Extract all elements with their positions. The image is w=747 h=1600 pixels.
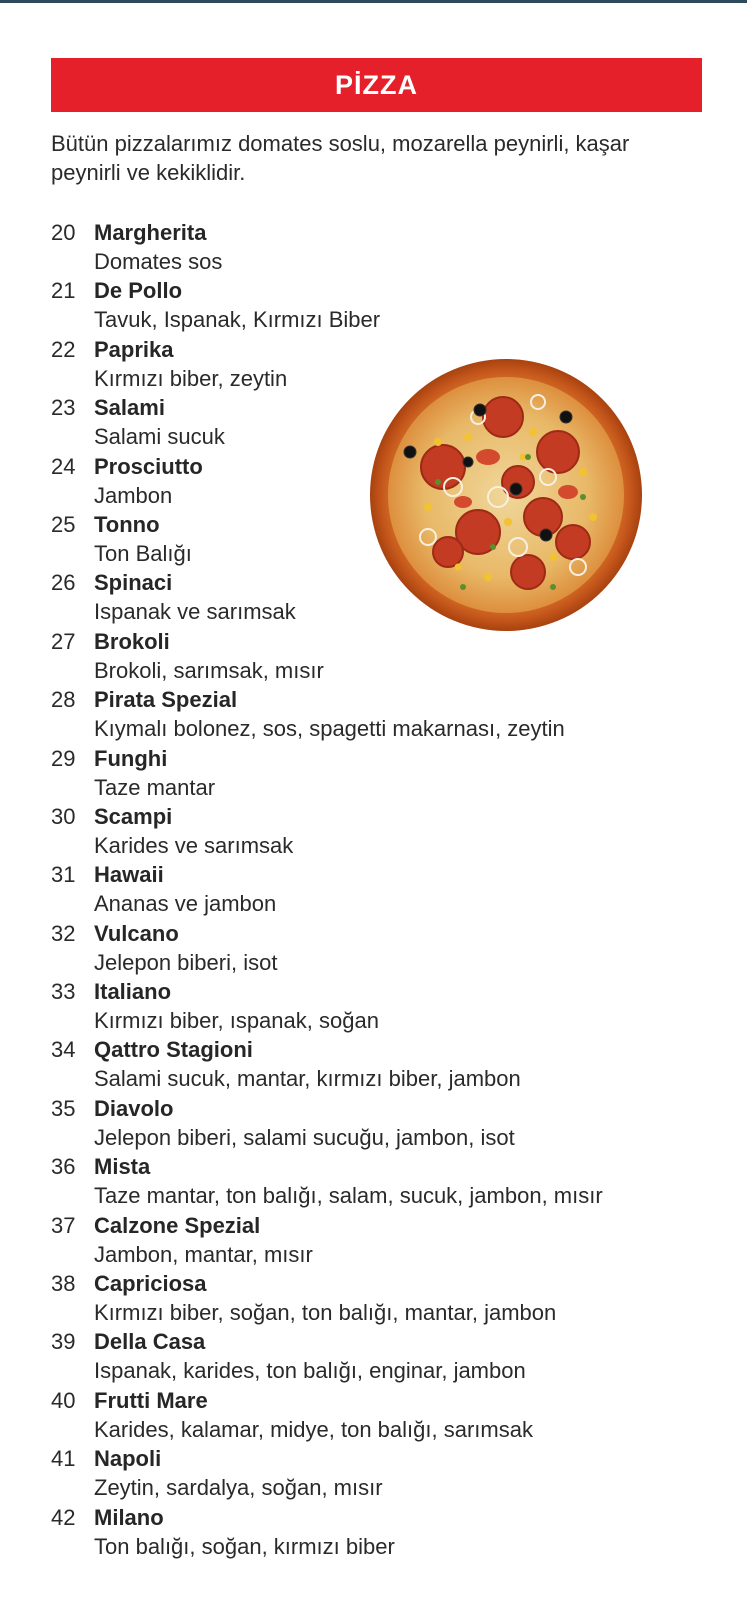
item-name: Milano [94,1504,164,1530]
item-name: Brokoli [94,628,170,654]
item-description: Taze mantar [94,774,216,800]
item-description: Ton Balığı [94,540,192,566]
item-description: Brokoli, sarımsak, mısır [94,657,324,683]
item-name: Margherita [94,220,207,245]
item-description: Ton balığı, soğan, kırmızı biber [94,1533,395,1559]
item-name: Napoli [94,1446,162,1472]
item-number: 42 [51,1504,76,1530]
item-number: 33 [51,979,76,1005]
menu-item [51,685,731,743]
item-number: 36 [51,1154,76,1180]
item-number: 38 [51,1271,76,1297]
item-number: 26 [51,570,76,596]
item-name: Italiano [94,979,172,1005]
item-name: Tonno [94,511,160,537]
item-number: 32 [51,920,76,946]
item-number: 37 [51,1212,76,1238]
item-description: Karides ve sarımsak [94,832,294,858]
item-number: 25 [51,511,76,537]
menu-item [51,1327,731,1385]
item-description: Salami sucuk, mantar, kırmızı biber, jambon [94,1066,521,1092]
top-divider [0,0,747,3]
item-number: 24 [51,453,76,479]
menu-item [51,919,731,977]
menu-item [51,977,731,1035]
item-number: 29 [51,745,76,771]
menu-item [51,1444,731,1502]
item-name: Qattro Stagioni [94,1037,253,1063]
item-name: Paprika [94,336,174,362]
item-description: Kırmızı biber, soğan, ton balığı, mantar, jambon [94,1300,557,1326]
item-number: 23 [51,395,76,421]
menu-item [51,276,731,334]
item-description: Kırmızı biber, ıspanak, soğan [94,1008,379,1034]
item-name: Diavolo [94,1095,174,1121]
item-description: Ananas ve jambon [94,891,277,917]
menu-item [51,1035,731,1093]
menu-item [51,744,731,802]
item-description: Kırmızı biber, zeytin [94,365,288,391]
item-name: De Pollo [94,278,183,304]
item-description: Taze mantar, ton balığı, salam, sucuk, jambon, mısır [94,1183,603,1209]
item-description: Ispanak, karides, ton balığı, enginar, jambon [94,1358,526,1384]
item-name: Funghi [94,745,168,771]
item-name: Frutti Mare [94,1387,208,1413]
item-name: Capriciosa [94,1271,207,1297]
section-header [51,58,702,112]
item-description: Jambon [94,482,173,508]
menu-item [51,627,731,685]
item-number: 20 [51,220,76,245]
pizza-image [368,357,644,633]
item-number: 30 [51,803,76,829]
menu-item [51,1503,731,1561]
menu-item [51,218,731,276]
menu-item [51,860,731,918]
item-number: 39 [51,1329,76,1355]
item-name: Hawaii [94,862,164,888]
item-description: Ispanak ve sarımsak [94,599,296,625]
item-description: Zeytin, sardalya, soğan, mısır [94,1475,383,1501]
menu-item [51,1094,731,1152]
section-intro: Bütün pizzalarımız domates soslu, mozarella peynirli, kaşar peynirli ve kekiklidir. [51,131,630,185]
item-number: 22 [51,336,76,362]
item-description: Karides, kalamar, midye, ton balığı, sarımsak [94,1416,533,1442]
item-name: Pirata Spezial [94,687,238,713]
item-number: 34 [51,1037,76,1063]
item-description: Jambon, mantar, mısır [94,1241,313,1267]
item-number: 21 [51,278,76,304]
item-description: Jelepon biberi, isot [94,949,278,975]
item-number: 41 [51,1446,76,1472]
item-number: 27 [51,628,76,654]
menu-item [51,802,731,860]
item-name: Salami [94,395,165,421]
item-description: Kıymalı bolonez, sos, spagetti makarnası, zeytin [94,716,565,742]
item-number: 31 [51,862,76,888]
item-description: Tavuk, Ispanak, Kırmızı Biber [94,307,381,333]
item-description: Salami sucuk [94,424,225,450]
item-name: Calzone Spezial [94,1212,261,1238]
item-name: Vulcano [94,920,179,946]
item-description: Domates sos [94,249,223,274]
item-name: Scampi [94,803,173,829]
section-title: PİZZA [335,69,418,100]
item-number: 35 [51,1095,76,1121]
item-number: 28 [51,687,76,713]
item-name: Prosciutto [94,453,203,479]
menu-item [51,1269,731,1327]
item-name: Spinaci [94,570,173,596]
item-number: 40 [51,1387,76,1413]
menu-item [51,1211,731,1269]
menu-item [51,1386,731,1444]
item-description: Jelepon biberi, salami sucuğu, jambon, isot [94,1124,515,1150]
item-name: Mista [94,1154,151,1180]
item-name: Della Casa [94,1329,206,1355]
menu-item [51,1152,731,1210]
